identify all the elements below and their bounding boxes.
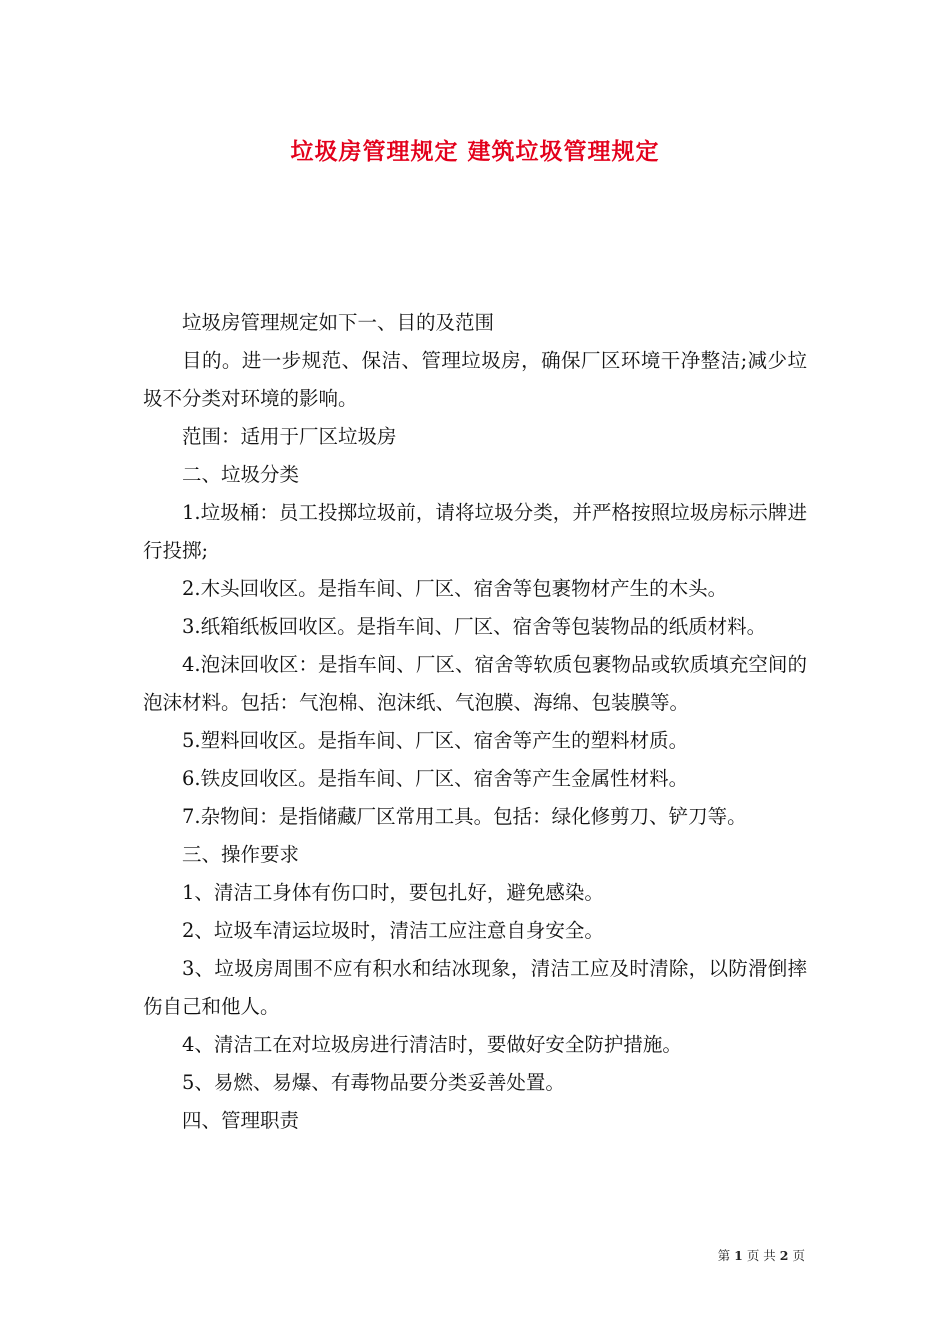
- paragraph-scope: 范围：适用于厂区垃圾房: [182, 425, 397, 448]
- document-title: 垃圾房管理规定 建筑垃圾管理规定: [290, 139, 660, 165]
- section-heading-duties: 四、管理职责: [182, 1109, 300, 1132]
- section-heading-classification: 二、垃圾分类: [182, 463, 300, 486]
- document-body: [143, 304, 807, 1140]
- paragraph-purpose: 目的。进一步规范、保洁、管理垃圾房，确保厂区环境干净整洁;减少垃圾不分类对环境的影响。: [143, 349, 807, 410]
- footer-prefix: 第: [717, 1248, 731, 1263]
- footer-total-pages: 2: [779, 1248, 789, 1263]
- list-item: 6.铁皮回收区。是指车间、厂区、宿舍等产生金属性材料。: [182, 767, 689, 790]
- page-number-footer: [718, 1246, 805, 1264]
- list-item: 2、垃圾车清运垃圾时，清洁工应注意自身安全。: [182, 919, 604, 942]
- list-item: 3.纸箱纸板回收区。是指车间、厂区、宿舍等包装物品的纸质材料。: [182, 615, 767, 638]
- paragraph-intro: 垃圾房管理规定如下一、目的及范围: [182, 311, 495, 334]
- footer-suffix: 页: [792, 1248, 805, 1263]
- list-item: 1.垃圾桶：员工投掷垃圾前，请将垃圾分类，并严格按照垃圾房标示牌进行投掷;: [143, 501, 807, 562]
- footer-middle: 页 共: [746, 1248, 776, 1263]
- list-item: 2.木头回收区。是指车间、厂区、宿舍等包裹物材产生的木头。: [182, 577, 728, 600]
- list-item: 1、清洁工身体有伤口时，要包扎好，避免感染。: [182, 881, 604, 904]
- list-item: 5、易燃、易爆、有毒物品要分类妥善处置。: [182, 1071, 565, 1094]
- list-item: 5.塑料回收区。是指车间、厂区、宿舍等产生的塑料材质。: [182, 729, 689, 752]
- footer-current-page: 1: [734, 1248, 743, 1263]
- list-item: 4.泡沫回收区：是指车间、厂区、宿舍等软质包裹物品或软质填充空间的泡沫材料。包括：气泡棉、泡沫纸、气泡膜、海绵、包装膜等。: [143, 653, 807, 714]
- section-heading-operation: 三、操作要求: [182, 843, 300, 866]
- list-item: 7.杂物间：是指储藏厂区常用工具。包括：绿化修剪刀、铲刀等。: [182, 805, 747, 828]
- list-item: 4、清洁工在对垃圾房进行清洁时，要做好安全防护措施。: [182, 1033, 682, 1056]
- list-item: 3、垃圾房周围不应有积水和结冰现象，清洁工应及时清除，以防滑倒摔伤自己和他人。: [143, 957, 807, 1018]
